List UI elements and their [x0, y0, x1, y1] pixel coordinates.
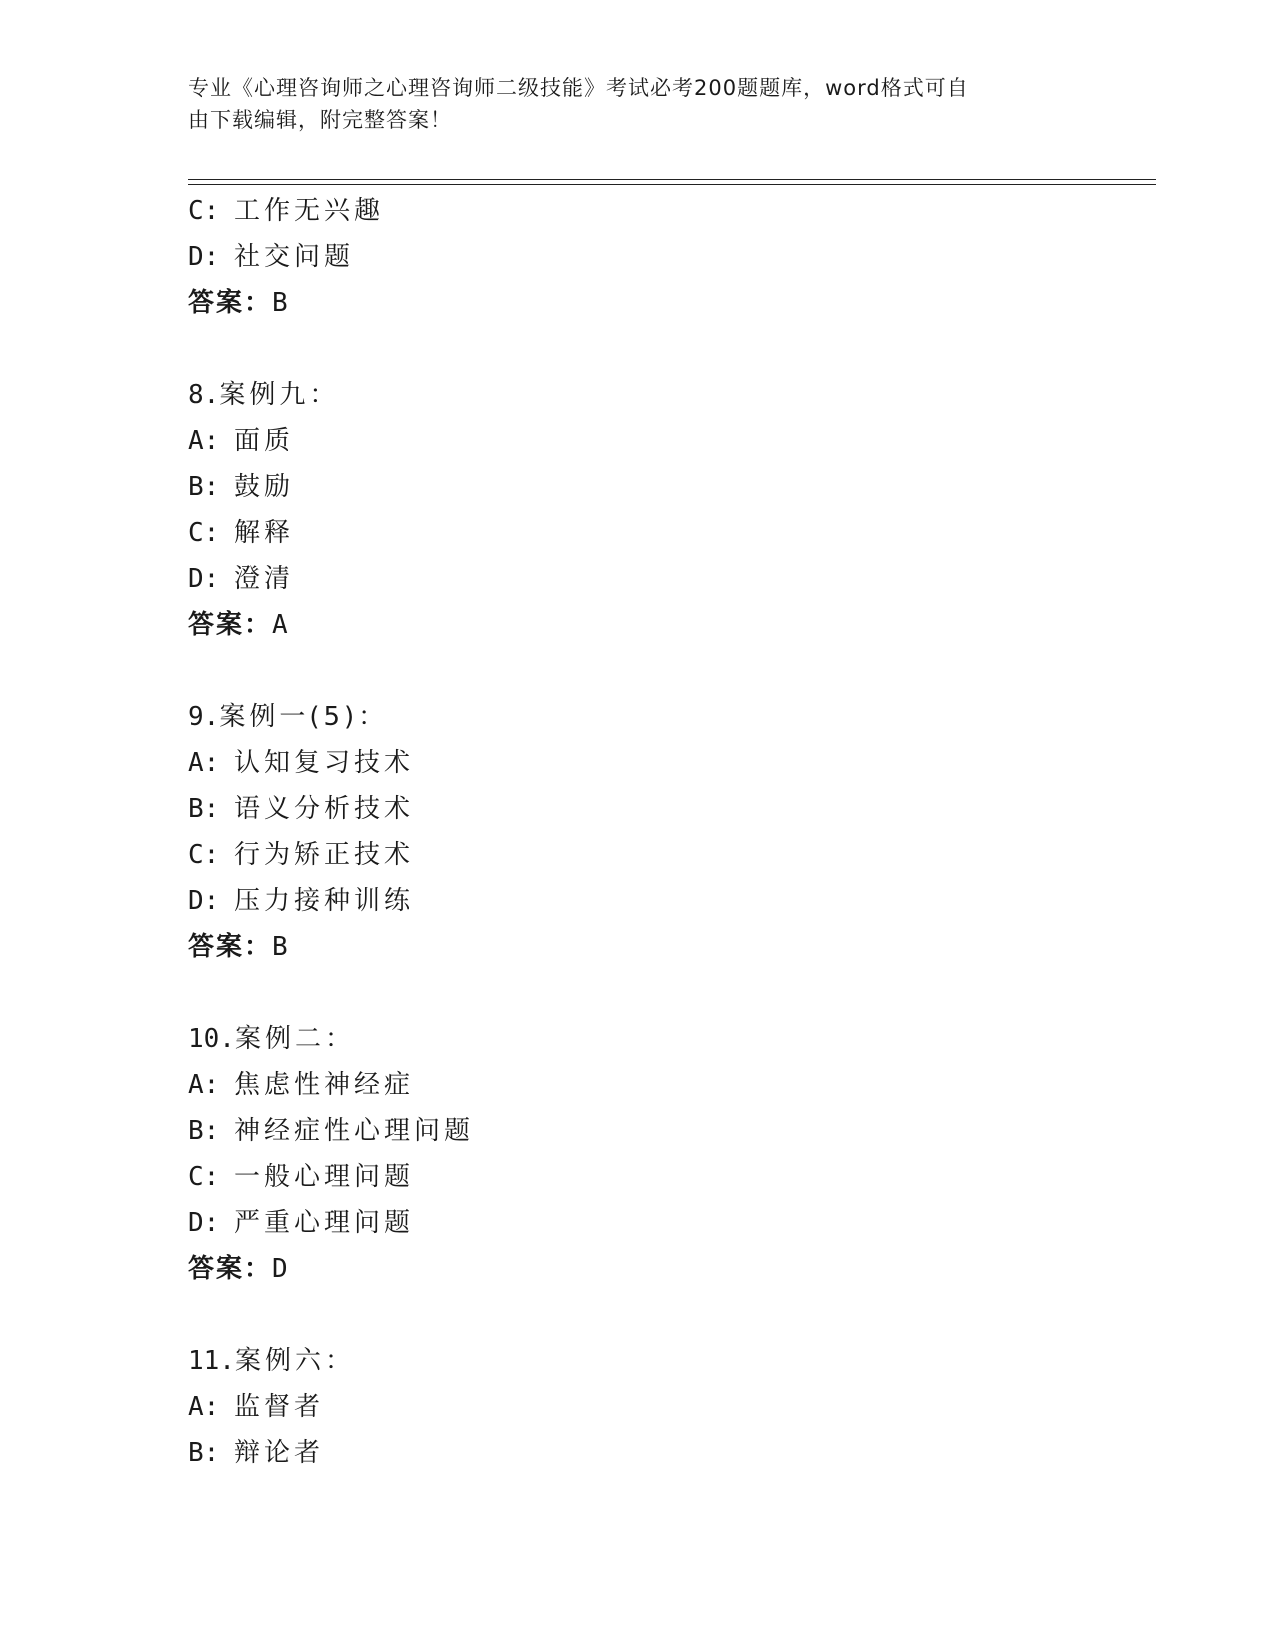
- option-row: [188, 1430, 1148, 1476]
- header-line-1: 专业《心理咨询师之心理咨询师二级技能》考试必考200题题库，word格式可自: [188, 76, 969, 100]
- option-letter: B:: [188, 1116, 220, 1146]
- option-row: [188, 832, 1148, 878]
- option-letter: D:: [188, 242, 220, 272]
- document-header: [188, 72, 1068, 136]
- option-row: [188, 418, 1148, 464]
- option-row: [188, 464, 1148, 510]
- option-text: 一般心理问题: [234, 1162, 415, 1192]
- option-text: 监督者: [234, 1392, 325, 1422]
- option-letter: C:: [188, 1162, 220, 1192]
- answer-value: A: [272, 610, 288, 640]
- option-row: [188, 510, 1148, 556]
- option-letter: D:: [188, 886, 220, 916]
- option-row: [188, 188, 1148, 234]
- option-text: 语义分析技术: [234, 794, 415, 824]
- option-row: [188, 786, 1148, 832]
- option-letter: A:: [188, 1070, 220, 1100]
- option-row: [188, 740, 1148, 786]
- question-text: 案例二：: [234, 1024, 355, 1054]
- answer-value: B: [272, 288, 288, 318]
- question-number: 8.: [188, 380, 220, 410]
- option-text: 焦虑性神经症: [234, 1070, 415, 1100]
- option-letter: A:: [188, 426, 220, 456]
- option-letter: C:: [188, 196, 220, 226]
- option-row: [188, 556, 1148, 602]
- header-line-2: 由下载编辑，附完整答案！: [188, 108, 452, 132]
- option-text: 社交问题: [234, 242, 355, 272]
- option-row: [188, 1384, 1148, 1430]
- option-text: 行为矫正技术: [234, 840, 415, 870]
- question-number: 11.: [188, 1346, 235, 1376]
- answer-label: 答案：: [188, 1254, 273, 1284]
- answer-row: [188, 602, 1148, 648]
- answer-row: [188, 280, 1148, 326]
- option-row: [188, 878, 1148, 924]
- option-letter: A:: [188, 748, 220, 778]
- option-letter: C:: [188, 840, 220, 870]
- option-letter: D:: [188, 564, 220, 594]
- spacer: [188, 648, 1148, 694]
- option-letter: B:: [188, 1438, 220, 1468]
- answer-label: 答案：: [188, 288, 273, 318]
- header-divider-top: [188, 179, 1156, 180]
- option-text: 认知复习技术: [234, 748, 415, 778]
- question-number: 10.: [188, 1024, 235, 1054]
- question-text: 案例六：: [234, 1346, 355, 1376]
- option-letter: A:: [188, 1392, 220, 1422]
- option-letter: B:: [188, 472, 220, 502]
- header-divider-bottom: [188, 184, 1156, 185]
- option-row: [188, 1108, 1148, 1154]
- option-text: 辩论者: [234, 1438, 325, 1468]
- option-row: [188, 1200, 1148, 1246]
- option-row: [188, 1154, 1148, 1200]
- question-stem: [188, 1338, 1148, 1384]
- option-letter: D:: [188, 1208, 220, 1238]
- question-stem: [188, 372, 1148, 418]
- option-row: [188, 1062, 1148, 1108]
- option-text: 鼓励: [234, 472, 295, 502]
- answer-value: D: [272, 1254, 288, 1284]
- option-text: 工作无兴趣: [234, 196, 385, 226]
- option-letter: B:: [188, 794, 220, 824]
- spacer: [188, 1292, 1148, 1338]
- option-letter: C:: [188, 518, 220, 548]
- spacer: [188, 326, 1148, 372]
- answer-row: [188, 1246, 1148, 1292]
- question-text: 案例九：: [219, 380, 340, 410]
- spacer: [188, 970, 1148, 1016]
- option-text: 面质: [234, 426, 295, 456]
- answer-label: 答案：: [188, 932, 273, 962]
- question-stem: [188, 694, 1148, 740]
- answer-row: [188, 924, 1148, 970]
- question-number: 9.: [188, 702, 220, 732]
- option-row: [188, 234, 1148, 280]
- option-text: 解释: [234, 518, 295, 548]
- question-text: 案例一(5)：: [219, 702, 389, 732]
- option-text: 神经症性心理问题: [234, 1116, 475, 1146]
- option-text: 严重心理问题: [234, 1208, 415, 1238]
- document-body: [188, 188, 1148, 1476]
- option-text: 澄清: [234, 564, 295, 594]
- answer-label: 答案：: [188, 610, 273, 640]
- answer-value: B: [272, 932, 288, 962]
- question-stem: [188, 1016, 1148, 1062]
- option-text: 压力接种训练: [234, 886, 415, 916]
